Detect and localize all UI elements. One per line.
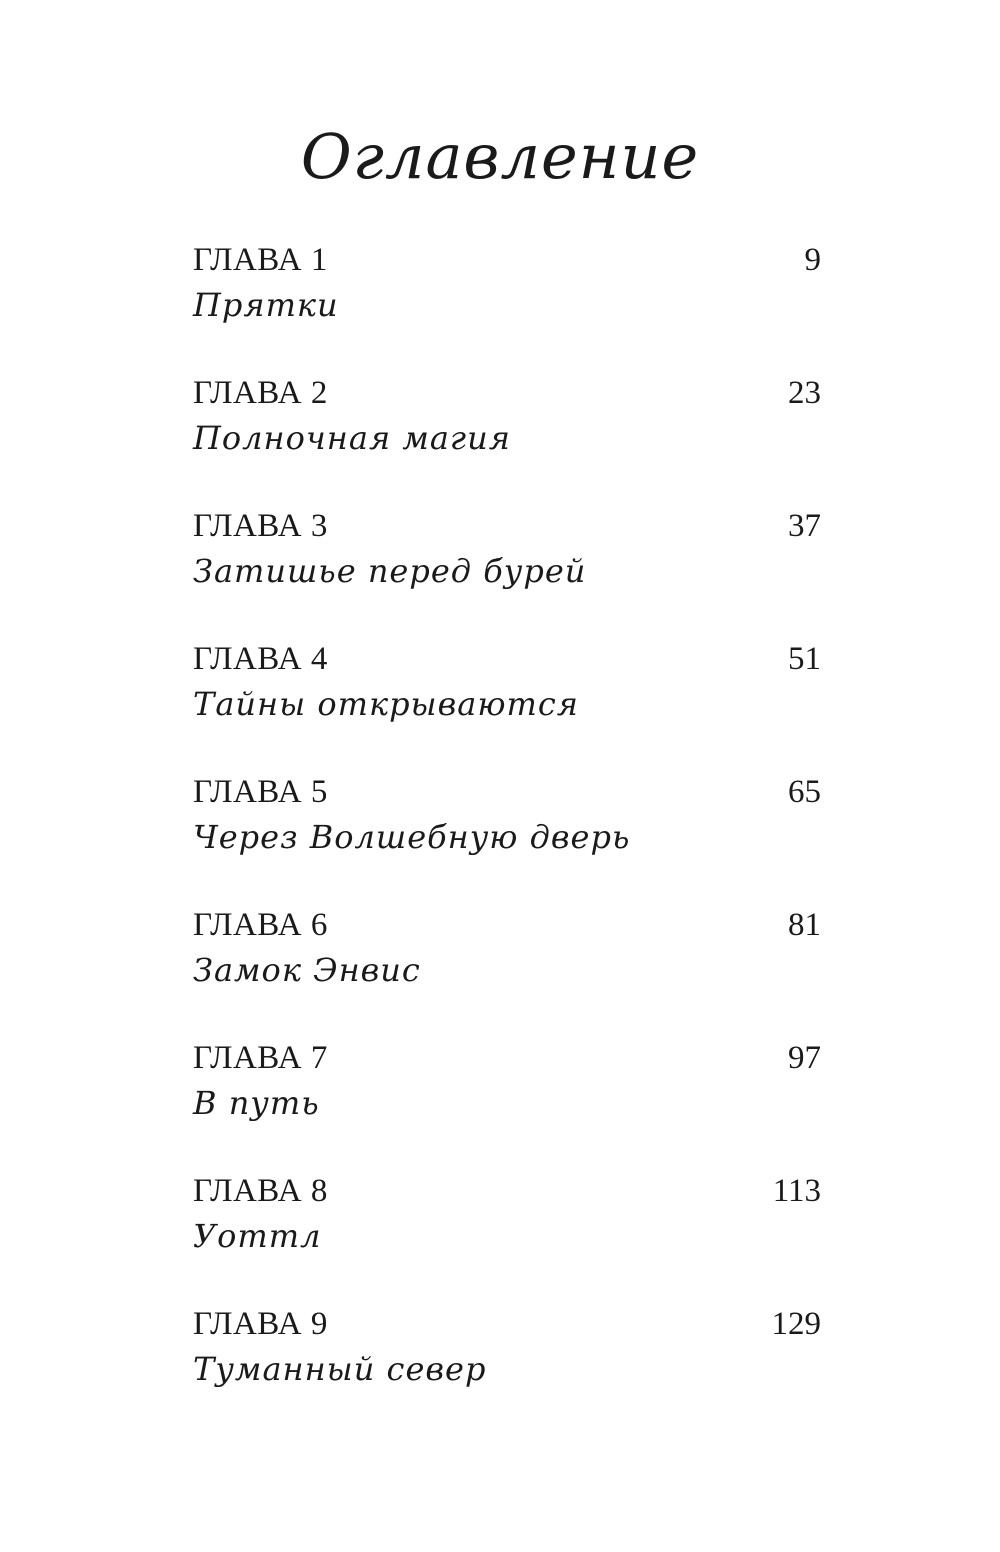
chapter-page-number: 51 [788, 641, 821, 677]
chapter-page-number: 23 [788, 375, 821, 411]
toc-entry-1[interactable] [193, 238, 821, 371]
chapter-label: ГЛАВА 2 [193, 375, 328, 411]
table-of-contents [193, 238, 821, 1435]
chapter-page-number: 65 [788, 774, 821, 810]
chapter-title: Туманный север [193, 1350, 487, 1388]
toc-entry-7[interactable] [193, 1036, 821, 1169]
toc-entry-3[interactable] [193, 504, 821, 637]
chapter-label: ГЛАВА 5 [193, 774, 328, 810]
chapter-title: Замок Энвис [193, 951, 421, 989]
chapter-label: ГЛАВА 1 [193, 242, 328, 278]
chapter-title: Затишье перед бурей [193, 552, 587, 590]
toc-entry-8[interactable] [193, 1169, 821, 1302]
page-title: Оглавление [300, 120, 700, 193]
chapter-label: ГЛАВА 4 [193, 641, 328, 677]
chapter-label: ГЛАВА 8 [193, 1173, 328, 1209]
chapter-page-number: 37 [788, 508, 821, 544]
chapter-label: ГЛАВА 6 [193, 907, 328, 943]
chapter-title: Через Волшебную дверь [193, 818, 631, 856]
chapter-title: Прятки [193, 286, 339, 324]
toc-entry-5[interactable] [193, 770, 821, 903]
chapter-page-number: 97 [788, 1040, 821, 1076]
chapter-label: ГЛАВА 9 [193, 1306, 328, 1342]
chapter-label: ГЛАВА 7 [193, 1040, 328, 1076]
chapter-title: Тайны открываются [193, 685, 579, 723]
toc-entry-2[interactable] [193, 371, 821, 504]
chapter-label: ГЛАВА 3 [193, 508, 328, 544]
chapter-title: Полночная магия [193, 419, 511, 457]
toc-entry-4[interactable] [193, 637, 821, 770]
chapter-title: В путь [193, 1084, 320, 1122]
chapter-page-number: 81 [788, 907, 821, 943]
toc-entry-9[interactable] [193, 1302, 821, 1435]
chapter-page-number: 129 [771, 1306, 821, 1342]
chapter-page-number: 9 [804, 242, 821, 278]
chapter-page-number: 113 [772, 1173, 821, 1209]
chapter-title: Уоттл [193, 1217, 322, 1255]
toc-entry-6[interactable] [193, 903, 821, 1036]
